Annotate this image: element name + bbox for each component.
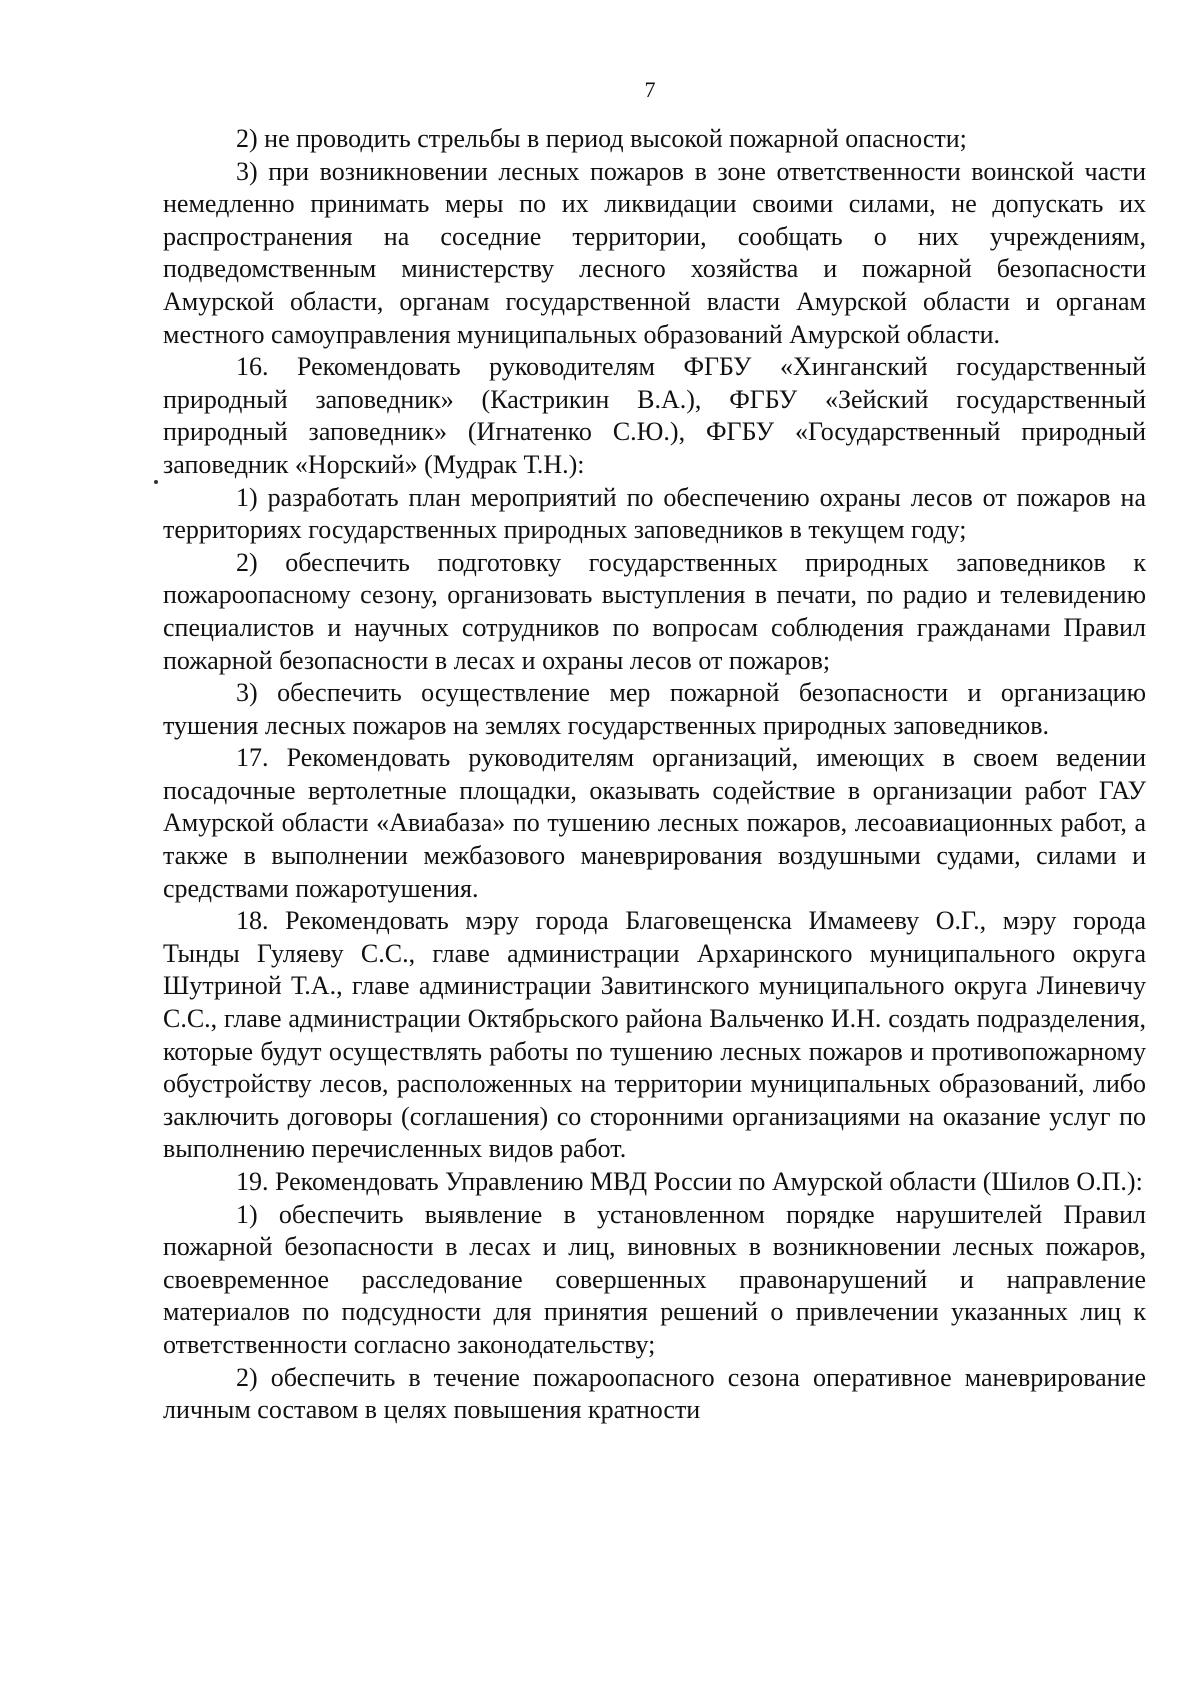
paragraph-19: 19. Рекомендовать Управлению МВД России по Амурской области (Шилов О.П.): bbox=[236, 1167, 1143, 1196]
paragraph-15-2: 2) не проводить стрельбы в период высокой пожарной опасности; bbox=[236, 124, 967, 153]
page-number: 7 bbox=[644, 77, 656, 102]
document-body bbox=[163, 123, 1146, 1427]
paragraph-16-1: 1) разработать план мероприятий по обеспечению охраны лесов от пожаров на территориях государственных природных заповедников в текущем году; bbox=[163, 482, 1146, 545]
paragraph-17: 17. Рекомендовать руководителям организаций, имеющих в своем ведении посадочные вертолетные площадки, оказывать содействие в организации работ ГАУ Амурской области «Авиабаза» по тушению лесных пожаров, лесоавиационных работ, а также в выполнении межбазового маневрирования воздушными судами, силами и средствами пожаротушения. bbox=[163, 743, 1146, 903]
scan-speck bbox=[154, 480, 158, 484]
paragraph-15-3: 3) при возникновении лесных пожаров в зоне ответственности воинской части немедленно принимать меры по их ликвидации своими силами, не допускать их распространения на соседние территории, сообщать о них учреждениям, подведомственным министерству лесного хозяйства и пожарной безопасности Амурской области, органам государственной власти Амурской области и органам местного самоуправления муниципальных образований Амурской области. bbox=[163, 156, 1146, 349]
paragraph-16-2: 2) обеспечить подготовку государственных природных заповедников к пожароопасному сезону, организовать выступления в печати, по радио и телевидению специалистов и научных сотрудников по вопросам соблюдения гражданами Правил пожарной безопасности в лесах и охраны лесов от пожаров; bbox=[163, 547, 1146, 675]
paragraph-18: 18. Рекомендовать мэру города Благовещенска Имамееву О.Г., мэру города Тынды Гуляеву С.С., главе администрации Архаринского муниципального округа Шутриной Т.А., главе администрации Завитинского муниципального округа Линевичу С.С., главе администрации Октябрьского района Вальченко И.Н. создать подразделения, которые будут осуществлять работы по тушению лесных пожаров и противопожарному обустройству лесов, расположенных на территории муниципальных образований, либо заключить договоры (соглашения) со сторонними организациями на оказание услуг по выполнению перечисленных видов работ. bbox=[163, 906, 1146, 1164]
paragraph-16: 16. Рекомендовать руководителям ФГБУ «Хинганский государственный природный заповедник» (Кастрикин В.А.), ФГБУ «Зейский государственный природный заповедник» (Игнатенко С.Ю.), ФГБУ «Государственный природный заповедник «Норский» (Мудрак Т.Н.): bbox=[163, 352, 1146, 479]
paragraph-19-2: 2) обеспечить в течение пожароопасного сезона оперативное маневрирование личным составом в целях повышения кратности bbox=[163, 1362, 1146, 1425]
paragraph-19-1: 1) обеспечить выявление в установленном порядке нарушителей Правил пожарной безопасности в лесах и лиц, виновных в возникновении лесных пожаров, своевременное расследование совершенных правонарушений и направление материалов по подсудности для принятия решений о привлечении указанных лиц к ответственности согласно законодательству; bbox=[163, 1199, 1146, 1359]
paragraph-16-3: 3) обеспечить осуществление мер пожарной безопасности и организацию тушения лесных пожаров на землях государственных природных заповедников. bbox=[163, 678, 1146, 740]
